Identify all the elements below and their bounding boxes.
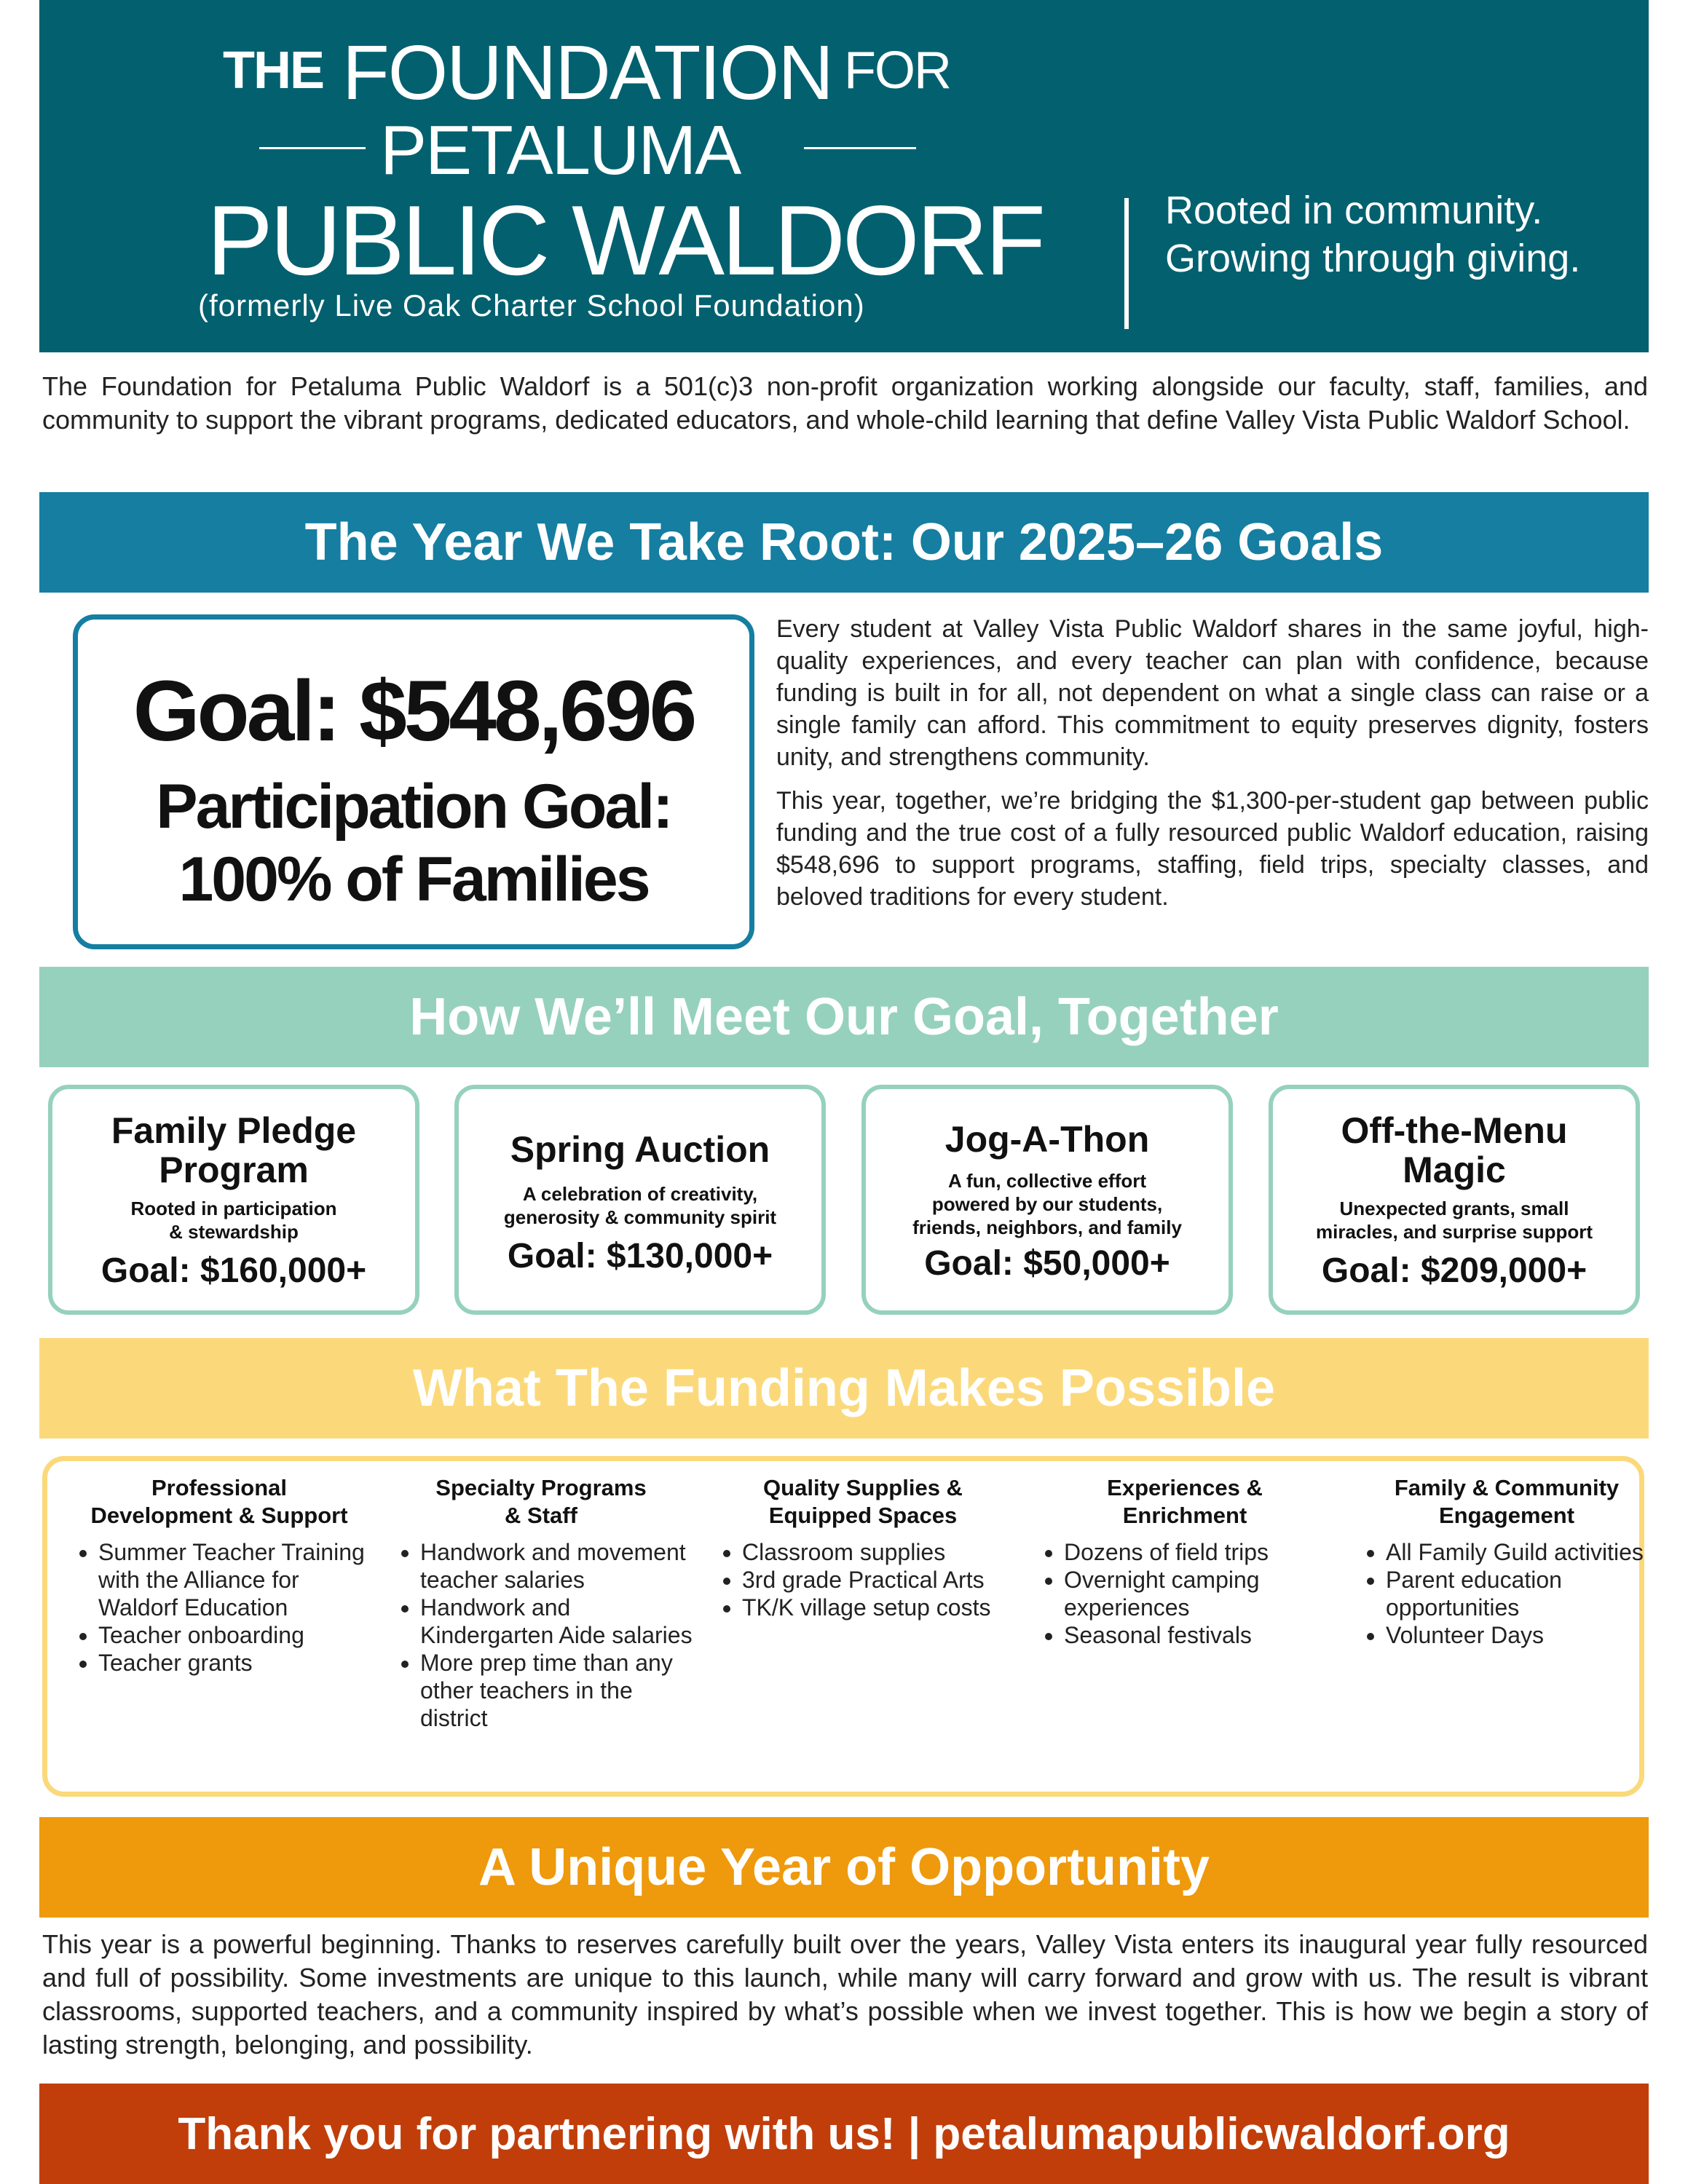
goals-paragraph: Every student at Valley Vista Public Waldorf shares in the same joyful, high-quality experiences, and every teacher can plan with confidence, because funding is built in for all, not dependent on what a single class can raise or a single family can afford. This commitment to equity preserves dignity, fosters unity, and strengthens community. bbox=[776, 615, 1649, 771]
opportunity-paragraph: This year is a powerful beginning. Thanks to reserves carefully built over the years, Valley Vista enters its inaugural year fully resourced and full of possibility. Some investments are unique to this launch, while many will carry forward and grow with us. The result is vibrant classrooms, supported teachers, and a community inspired by what’s possible when we invest together. This is how we begin a story of lasting strength, belonging, and possibility. bbox=[42, 1929, 1648, 2060]
list-item: • Dozens of field trips bbox=[1064, 1538, 1338, 1566]
list-item: • Classroom supplies bbox=[742, 1538, 1016, 1566]
goal-amount: Goal: $548,696 bbox=[133, 663, 695, 759]
card-subtitle: Unexpected grants, small miracles, and surprise support bbox=[1315, 1198, 1593, 1243]
strategy-card-spring-auction bbox=[454, 1085, 826, 1315]
card-title: Jog-A-Thon bbox=[944, 1119, 1150, 1160]
participation-goal-value: 100% of Families bbox=[178, 844, 649, 914]
strategy-card-jog-a-thon bbox=[861, 1085, 1233, 1315]
list-item: • Seasonal festivals bbox=[1064, 1621, 1338, 1649]
funding-column-specialty-programs bbox=[388, 1474, 694, 1732]
goals-description bbox=[776, 613, 1649, 925]
logo-petaluma: PETALUMA bbox=[380, 111, 741, 189]
funding-list bbox=[388, 1538, 694, 1732]
list-item: • Volunteer Days bbox=[1386, 1621, 1660, 1649]
funding-column-heading: Experiences & Enrichment bbox=[1107, 1475, 1263, 1528]
list-item: • TK/K village setup costs bbox=[742, 1594, 1016, 1621]
funding-column-heading: Quality Supplies & Equipped Spaces bbox=[763, 1475, 963, 1528]
logo-rule-right bbox=[804, 147, 916, 149]
intro-paragraph: The Foundation for Petaluma Public Waldorf is a 501(c)3 non-profit organization working alongside our faculty, staff, families, and community to support the vibrant programs, dedicated educators, and whole-child learning that define Valley Vista Public Waldorf School. bbox=[42, 371, 1648, 435]
list-item: • Overnight camping experiences bbox=[1064, 1566, 1338, 1621]
header-banner bbox=[39, 0, 1649, 352]
funding-list bbox=[710, 1538, 1016, 1621]
meet-goal-heading: How We’ll Meet Our Goal, Together bbox=[39, 967, 1649, 1067]
tagline: Rooted in community. Growing through giving. bbox=[1165, 189, 1581, 280]
list-item: • Summer Teacher Training with the Alliance for Waldorf Education bbox=[98, 1538, 372, 1621]
list-item: • All Family Guild activities bbox=[1386, 1538, 1660, 1566]
funding-column-heading: Specialty Programs & Staff bbox=[435, 1475, 647, 1528]
funding-column-experiences bbox=[1032, 1474, 1338, 1649]
list-item: • 3rd grade Practical Arts bbox=[742, 1566, 1016, 1594]
list-item: • Handwork and movement teacher salaries bbox=[420, 1538, 694, 1594]
card-subtitle: Rooted in participation & stewardship bbox=[130, 1198, 337, 1243]
goals-paragraph: This year, together, we’re bridging the $1,300-per-student gap between public funding and the true cost of a fully resourced public Waldorf education, raising $548,696 to support programs, staffing, field trips, specialty classes, and beloved traditions for every student. bbox=[776, 787, 1649, 911]
logo-the: THE bbox=[223, 41, 323, 100]
funding-column-family-community bbox=[1354, 1474, 1660, 1649]
logo-foundation: FOUNDATION bbox=[342, 30, 832, 116]
card-goal: Goal: $160,000+ bbox=[100, 1251, 367, 1290]
funding-column-heading: Family & Community Engagement bbox=[1394, 1475, 1620, 1528]
funding-heading: What The Funding Makes Possible bbox=[39, 1338, 1649, 1439]
funding-list bbox=[1032, 1538, 1338, 1649]
card-subtitle: A celebration of creativity, generosity & community spirit bbox=[503, 1183, 777, 1228]
card-goal: Goal: $50,000+ bbox=[924, 1244, 1170, 1283]
logo-public-waldorf: PUBLIC WALDORF bbox=[207, 185, 1044, 296]
card-title: Family Pledge Program bbox=[111, 1110, 357, 1190]
list-item: • More prep time than any other teachers in the district bbox=[420, 1649, 694, 1732]
funding-column-heading: Professional Development & Support bbox=[90, 1475, 348, 1528]
opportunity-heading: A Unique Year of Opportunity bbox=[39, 1817, 1649, 1918]
card-title: Spring Auction bbox=[510, 1129, 770, 1170]
strategy-card-family-pledge bbox=[48, 1085, 419, 1315]
goal-box bbox=[73, 614, 754, 949]
strategy-card-off-the-menu bbox=[1269, 1085, 1640, 1315]
list-item: • Teacher grants bbox=[98, 1649, 372, 1677]
card-title: Off-the-Menu Magic bbox=[1341, 1110, 1568, 1190]
logo-rule-left bbox=[259, 147, 366, 149]
funding-box bbox=[42, 1456, 1644, 1797]
list-item: • Handwork and Kindergarten Aide salaries bbox=[420, 1594, 694, 1649]
participation-goal-label: Participation Goal: bbox=[156, 772, 671, 842]
list-item: • Teacher onboarding bbox=[98, 1621, 372, 1649]
logo-formerly-note: (formerly Live Oak Charter School Foundation) bbox=[198, 288, 865, 323]
card-subtitle: A fun, collective effort powered by our students, friends, neighbors, and family bbox=[912, 1170, 1182, 1238]
funding-column-quality-supplies bbox=[710, 1474, 1016, 1621]
funding-column-professional-development bbox=[66, 1474, 372, 1677]
tagline-divider bbox=[1124, 198, 1129, 329]
logo-for: FOR bbox=[844, 41, 950, 100]
footer-banner: Thank you for partnering with us! | petalumapublicwaldorf.org bbox=[39, 2084, 1649, 2184]
card-goal: Goal: $130,000+ bbox=[507, 1237, 773, 1275]
funding-list bbox=[1354, 1538, 1660, 1649]
card-goal: Goal: $209,000+ bbox=[1321, 1251, 1588, 1290]
goals-heading: The Year We Take Root: Our 2025–26 Goals bbox=[39, 492, 1649, 593]
funding-list bbox=[66, 1538, 372, 1677]
list-item: • Parent education opportunities bbox=[1386, 1566, 1660, 1621]
